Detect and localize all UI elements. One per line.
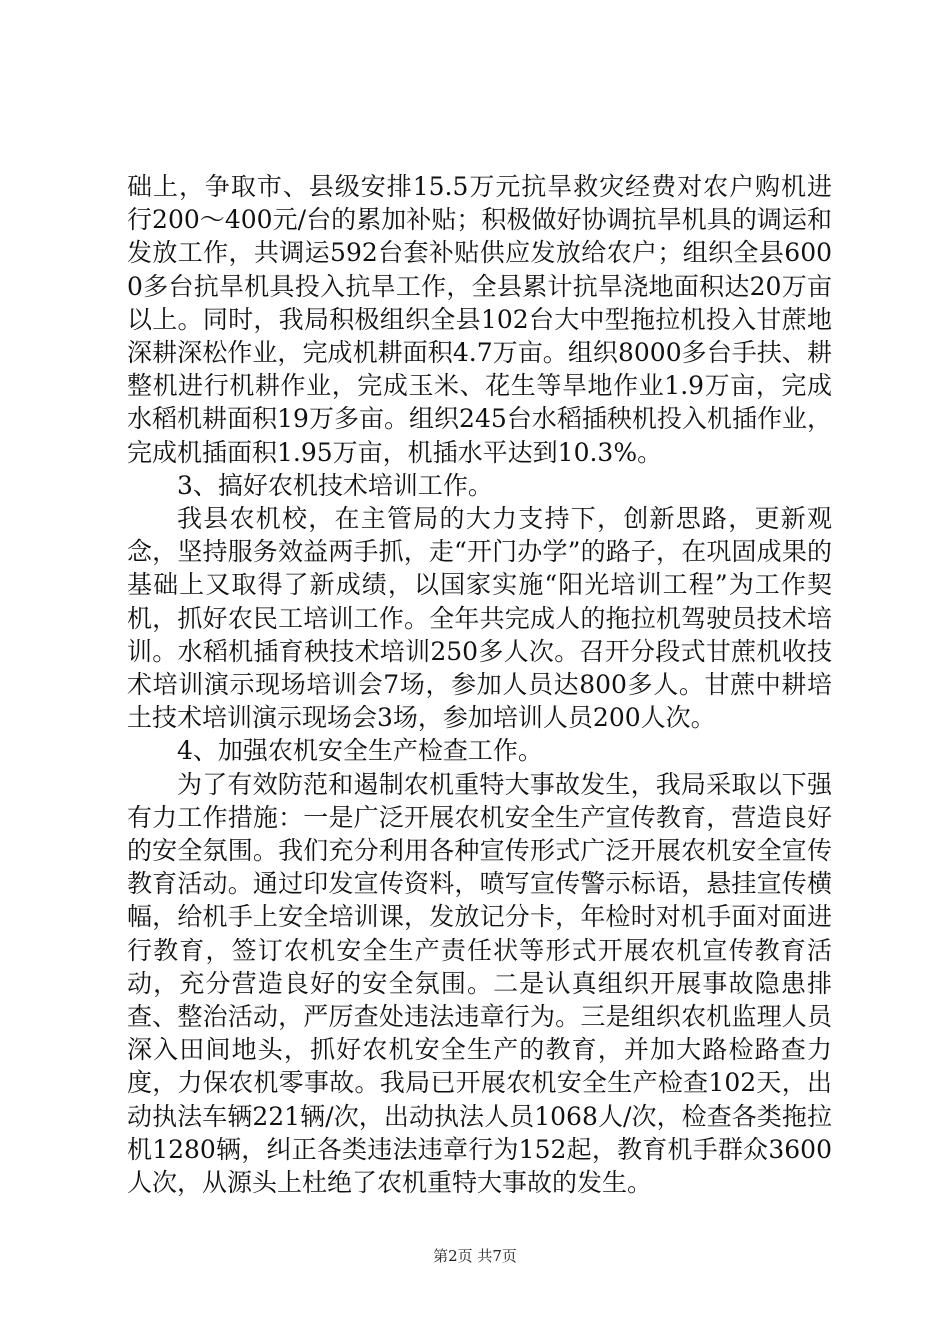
document-body [127,170,832,1199]
paragraph-safety: 为了有效防范和遏制农机重特大事故发生，我局采取以下强有力工作措施：一是广泛开展农机安全生产宣传教育，营造良好的安全氛围。我们充分利用各种宣传形式广泛开展农机安全宣传教育活动。通过印发宣传资料，喷写宣传警示标语，悬挂宣传横幅，给机手上安全培训课，发放记分卡，年检时对机手面对面进行教育，签订农机安全生产责任状等形式开展农机宣传教育活动，充分营造良好的安全氛围。二是认真组织开展事故隐患排查、整治活动，严厉查处违法违章行为。三是组织农机监理人员深入田间地头，抓好农机安全生产的教育，并加大路检路查力度，力保农机零事故。我局已开展农机安全生产检查102天，出动执法车辆221辆/次，出动执法人员1068人/次，检查各类拖拉机1280辆，纠正各类违法违章行为152起，教育机手群众3600人次，从源头上杜绝了农机重特大事故的发生。 [127,769,832,1198]
page-number: 第2页 共7页 [433,1247,517,1265]
paragraph-continuation: 础上，争取市、县级安排15.5万元抗旱救灾经费对农户购机进行200～400元/台的累加补贴；积极做好协调抗旱机具的调运和发放工作，共调运592台套补贴供应发放给农户；组织全县6000多台抗旱机具投入抗旱工作，全县累计抗旱浇地面积达20万亩以上。同时，我局积极组织全县102台大中型拖拉机投入甘蔗地深耕深松作业，完成机耕面积4.7万亩。组织8000多台手扶、耕整机进行机耕作业，完成玉米、花生等旱地作业1.9万亩，完成水稻机耕面积19万多亩。组织245台水稻插秧机投入机插作业，完成机插面积1.95万亩，机插水平达到10.3%。 [127,172,832,467]
section-heading-4: 4、加强农机安全生产检查工作。 [177,736,543,766]
section-heading-3: 3、搞好农机技术培训工作。 [177,470,493,500]
paragraph-training: 我县农机校，在主管局的大力支持下，创新思路，更新观念，坚持服务效益两手抓，走“开门办学”的路子，在巩固成果的基础上又取得了新成绩，以国家实施“阳光培训工程”为工作契机，抓好农民工培训工作。全年共完成人的拖拉机驾驶员技术培训。水稻机插育秧技术培训250多人次。召开分段式甘蔗机收技术培训演示现场培训会7场，参加人员达800多人。甘蔗中耕培土技术培训演示现场会3场，参加培训人员200人次。 [127,504,832,733]
